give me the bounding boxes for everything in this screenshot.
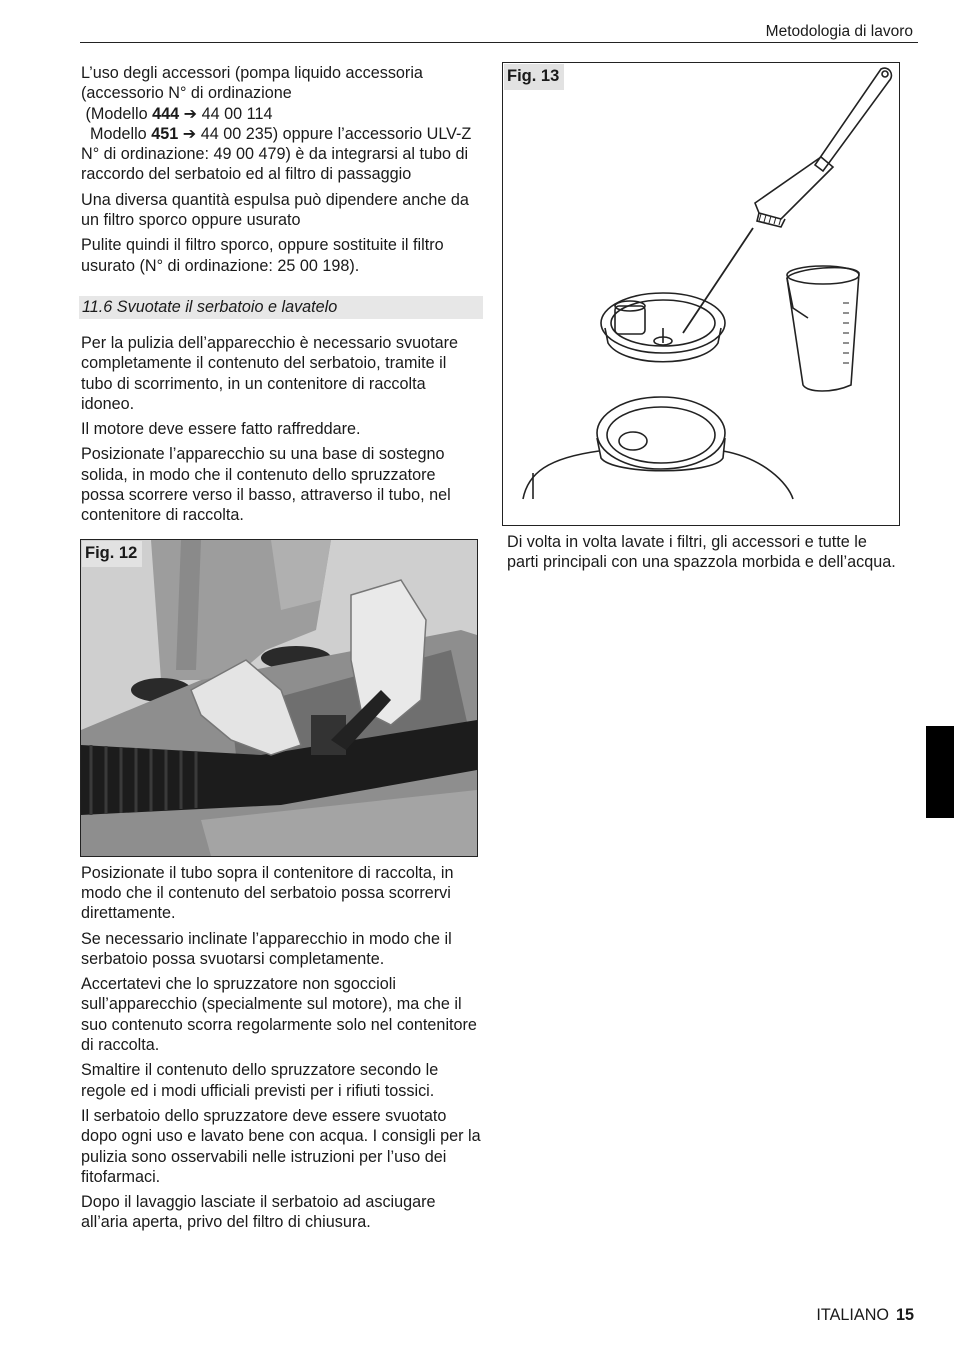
page-header-title: Metodologia di lavoro [765, 23, 913, 40]
emptying-tank-illustration [81, 540, 477, 856]
paragraph-dry: Dopo il lavaggio lasciate il serbatoio ad asciugare all’aria aperta, privo del filtro di chiusura. [81, 1193, 436, 1232]
filter-cleaning-illustration [503, 63, 899, 525]
paragraph-drip: Accertatevi che lo spruzzatore non sgoccioli sull’apparecchio (specialmente sul motore), ma che il suo contenuto scorra regolarmente solo nel contenitore di raccolta. [81, 975, 477, 1055]
paragraph-motor: Il motore deve essere fatto raffreddare. [81, 420, 361, 439]
paragraph-tube: Posizionate il tubo sopra il contenitore di raccolta, in modo che il contenuto del serbatoio possa scorrervi direttamente. [81, 863, 454, 923]
footer-language: ITALIANO [816, 1306, 889, 1324]
paragraph-tank: Il serbatoio dello spruzzatore deve essere svuotato dopo ogni uso e lavato bene con acqua. I consigli per la pulizia sono osservabili nelle istruzioni per l’uso dei fitofarmaci. [81, 1106, 481, 1186]
model-451-number: 451 [151, 124, 179, 143]
page-footer [816, 1306, 914, 1325]
right-column [502, 62, 902, 578]
paragraph-quantity: Una diversa quantità espulsa può dipendere anche da un filtro sporco oppure usurato [81, 190, 469, 230]
paragraph-filter: Pulite quindi il filtro sporco, oppure sostituite il filtro usurato (N° di ordinazione: 25 00 198). [81, 236, 444, 275]
model-444-number: 444 [152, 104, 180, 123]
language-tab-marker [926, 726, 954, 818]
model-444-prefix: (Modello [81, 104, 153, 123]
paragraph-clean: Per la pulizia dell’apparecchio è necessario svuotare completamente il contenuto del serbatoio, tramite il tubo di scorrimento, in un contenitore di raccolta idoneo. [81, 333, 459, 413]
paragraph-position: Posizionate l’apparecchio su una base di sostegno solida, in modo che il contenuto dello spruzzatore possa scorrere verso il basso, attraverso il tubo, nel contenitore di raccolta. [81, 445, 451, 525]
intro-line: L’uso degli accessori (pompa liquido accessoria (accessorio N° di ordinazione [81, 64, 423, 103]
arrow-icon: ➔ [182, 124, 197, 143]
intro-paragraph [81, 63, 481, 185]
section-heading: 11.6 Svuotate il serbatoio e lavatelo [79, 296, 483, 319]
paragraph-tilt: Se necessario inclinate l’apparecchio in modo che il serbatoio possa svuotarsi completamente. [81, 929, 452, 968]
figure-13-drawing [502, 62, 900, 526]
model-451-rest: 44 00 235) oppure l’accessorio ULV-Z N° di ordinazione: 49 00 479) è da integrarsi al tubo di raccordo del serbatoio ed al filtro di passaggio [81, 124, 472, 184]
figure-12-label: Fig. 12 [82, 541, 142, 567]
figure-12-photo [80, 539, 478, 857]
figure-13-label: Fig. 13 [504, 64, 564, 90]
header-divider [80, 42, 918, 43]
model-451-prefix: Modello [81, 124, 152, 143]
page-number: 15 [895, 1306, 914, 1324]
paragraph-dispose: Smaltire il contenuto dello spruzzatore secondo le regole ed i modi ufficiali previsti per i rifiuti tossici. [81, 1061, 439, 1100]
left-column [81, 63, 481, 1238]
arrow-icon: ➔ [183, 104, 198, 123]
figure-13-caption: Di volta in volta lavate i filtri, gli accessori e tutte le parti principali con una spazzola morbida e dell’acqua. [507, 533, 896, 572]
model-444-code: 44 00 114 [197, 104, 273, 123]
